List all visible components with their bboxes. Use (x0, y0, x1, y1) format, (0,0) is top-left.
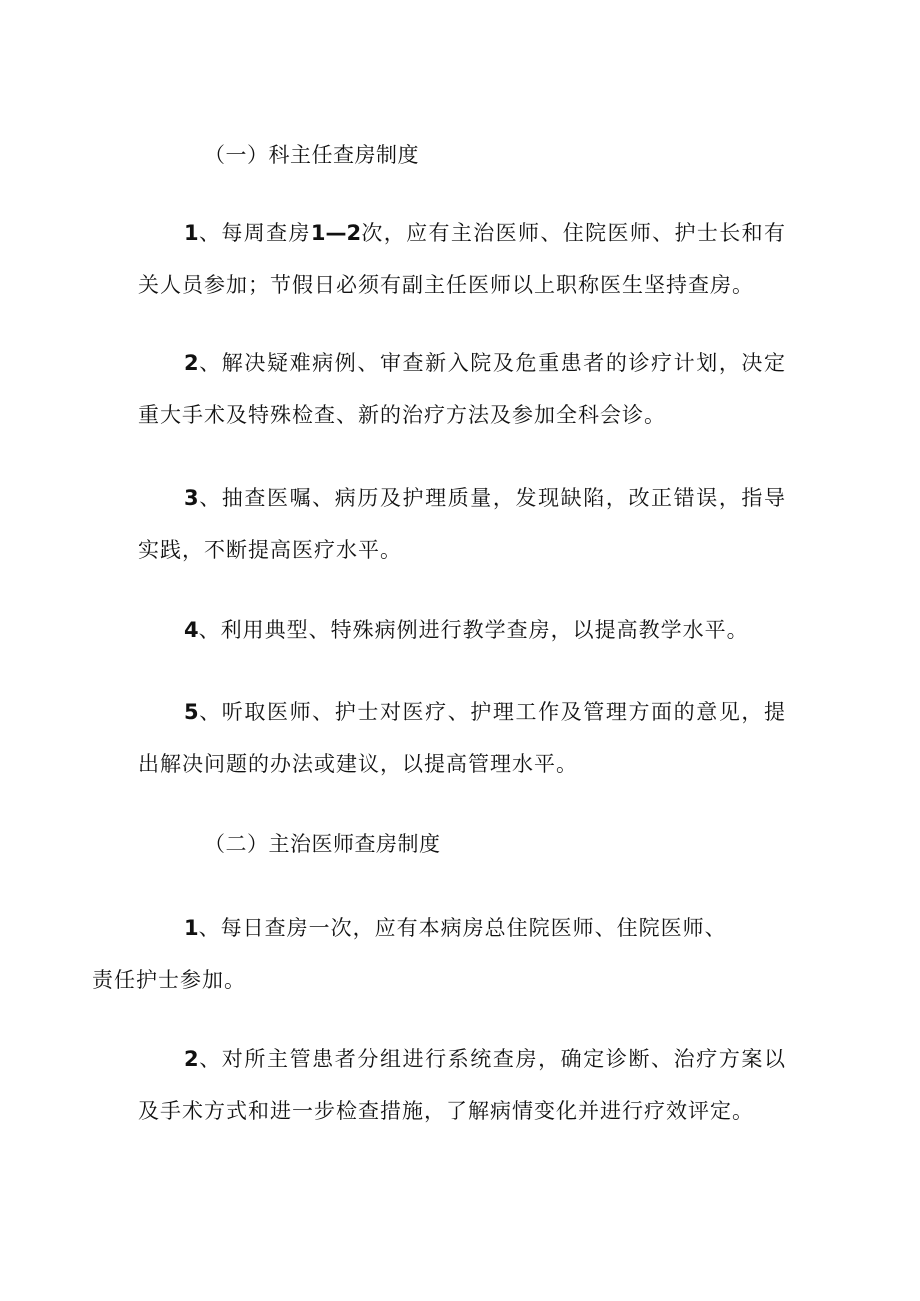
section-1-item-5 (138, 686, 786, 790)
item-text-continued: 责任护士参加。 (92, 968, 246, 992)
item-text: 、抽查医嘱、病历及护理质量，发现缺陷，改正错误，指导实践，不断提高医疗水平。 (138, 486, 786, 562)
section-heading-1: （一）科主任查房制度 (204, 143, 419, 167)
item-number: 4 (184, 618, 199, 642)
section-heading-2: （二）主治医师查房制度 (204, 832, 441, 856)
item-number: 2 (184, 1047, 199, 1071)
item-text: 、解决疑难病例、审查新入院及危重患者的诊疗计划，决定重大手术及特殊检查、新的治疗方法及参加全科会诊。 (138, 351, 786, 427)
item-number: 1 (184, 916, 199, 940)
section-1-item-1 (138, 207, 786, 311)
item-number: 1 (184, 221, 199, 245)
item-text: 、每周查房 (198, 221, 311, 245)
item-text: 、听取医师、护士对医疗、护理工作及管理方面的意见，提出解决问题的办法或建议，以提高管理水平。 (138, 700, 786, 776)
item-text: 次，应有主治医师、住院医师、护士长和有关人员参加；节假日必须有副主任医师以上职称医生坚持查房。 (138, 221, 787, 297)
item-text: 、对所主管患者分组进行系统查房，确定诊断、治疗方案以及手术方式和进一步检查措施，了解病情变化并进行疗效评定。 (138, 1047, 786, 1123)
item-text: 、利用典型、特殊病例进行教学查房，以提高教学水平。 (198, 618, 749, 642)
section-1-item-2 (138, 337, 786, 441)
item-number: 5 (184, 700, 199, 724)
item-text: 、每日查房一次，应有本病房总住院医师、住院医师、 (198, 916, 727, 940)
section-2-item-1 (92, 902, 786, 1006)
item-number: 2 (184, 351, 199, 375)
section-1-item-3 (138, 472, 786, 576)
section-2-item-2 (138, 1033, 786, 1137)
item-range: 1—2 (310, 221, 362, 245)
section-1-item-4 (138, 604, 786, 656)
item-number: 3 (184, 486, 199, 510)
